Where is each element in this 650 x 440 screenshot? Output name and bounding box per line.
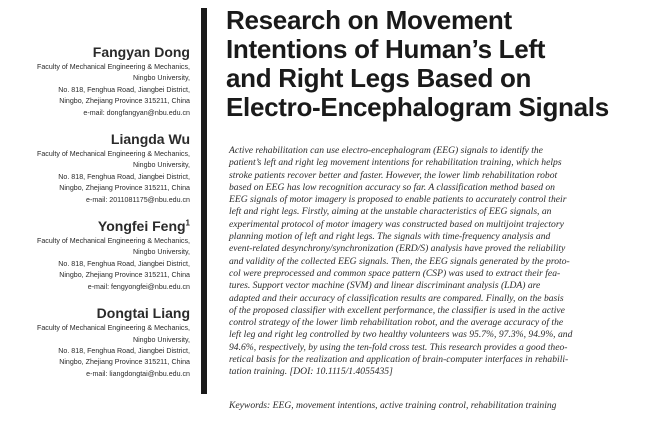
affiliation-line: No. 818, Fenghua Road, Jiangbei District, — [58, 172, 190, 181]
affiliation-line: No. 818, Fenghua Road, Jiangbei District, — [58, 259, 190, 268]
author-name: Fangyan Dong — [92, 44, 190, 60]
abstract — [229, 145, 641, 379]
author-email: e-mail: liangdongtai@nbu.edu.cn — [86, 369, 190, 378]
author-block — [0, 218, 190, 293]
affiliation-line: No. 818, Fenghua Road, Jiangbei District, — [58, 85, 190, 94]
corresponding-marker: 1 — [185, 218, 190, 228]
abstract-line: stroke patients recover better and faster. However, the lower limb rehabilitation robot — [229, 169, 558, 181]
author-name: Dongtai Liang — [96, 305, 190, 322]
affiliation-line: Ningbo, Zhejiang Province 315211, China — [59, 271, 190, 280]
affiliation-line: Faculty of Mechanical Engineering & Mechanics, — [37, 324, 190, 333]
abstract-line: based on EEG has low recognition accuracy so far. A classification method based on — [229, 181, 555, 193]
abstract-line: of the proposed classifier with excellent performance, the classifier is used in the active — [229, 304, 565, 316]
affiliation-line: Ningbo University, — [132, 248, 190, 257]
abstract-line: and validity of the collected EEG signals. Then, the EEG signals generated by the proto- — [229, 255, 570, 267]
keywords: Keywords: EEG, movement intentions, active training control, rehabilitation training — [229, 400, 557, 411]
author-email: e-mail: fengyongfei@nbu.edu.cn — [87, 282, 190, 291]
abstract-line: planning motion of left and right legs. The signals with time-frequency analysis and — [229, 231, 551, 243]
title-line: Research on Movement — [226, 5, 512, 35]
affiliation-line: Ningbo, Zhejiang Province 315211, China — [59, 358, 190, 367]
affiliation-line: No. 818, Fenghua Road, Jiangbei District, — [58, 346, 190, 355]
abstract-line: col were preprocessed and common space pattern (CSP) was used to extract their fea- — [229, 267, 561, 279]
affiliation-line: Ningbo, Zhejiang Province 315211, China — [59, 184, 190, 193]
title-line: Electro-Encephalogram Signals — [226, 92, 609, 122]
paper-title — [226, 6, 646, 122]
affiliation-line: Faculty of Mechanical Engineering & Mechanics, — [37, 237, 190, 246]
abstract-line: left and right legs. Firstly, aiming at the unstable characteristics of EEG signals, an — [229, 206, 552, 218]
author-list — [0, 44, 190, 392]
affiliation-line: Ningbo University, — [132, 335, 190, 344]
abstract-line: 94.6%, respectively, by using the ten-fold cross test. This research provides a good theo- — [229, 341, 568, 353]
title-line: Intentions of Human’s Left — [226, 34, 546, 64]
affiliation-line: Ningbo, Zhejiang Province 315211, China — [59, 97, 190, 106]
abstract-line: adapted and their accuracy of classification results are compared. Finally, on the basis — [229, 292, 564, 304]
affiliation-line: Faculty of Mechanical Engineering & Mechanics, — [37, 63, 190, 71]
vertical-divider-bar — [201, 8, 207, 394]
abstract-line: tation training. [DOI: 10.1115/1.4055435] — [229, 366, 393, 378]
author-name-text: Yongfei Feng — [97, 218, 186, 235]
abstract-line: patient’s left and right leg movement intentions for rehabilitation training, which helps — [229, 157, 562, 169]
abstract-line: control strategy of the lower limb rehabilitation robot, and the average accuracy of the — [229, 317, 564, 329]
abstract-line: retical basis for the realization and application of brain-computer interfaces in rehabili- — [229, 354, 569, 366]
author-email: e-mail: 2011081175@nbu.edu.cn — [86, 195, 190, 204]
affiliation-line: Faculty of Mechanical Engineering & Mechanics, — [37, 150, 190, 159]
abstract-line: EEG signals of motor imagery is proposed to enable patients to accurately control their — [229, 194, 567, 206]
author-block — [0, 44, 190, 119]
abstract-line: left leg and right leg controlled by two healthy volunteers was 95.7%, 97.3%, 94.9%, and — [229, 329, 573, 341]
title-line: and Right Legs Based on — [226, 63, 532, 93]
author-block — [0, 305, 190, 380]
author-email: e-mail: dongfangyan@nbu.edu.cn — [83, 108, 190, 117]
author-name: Liangda Wu — [110, 131, 190, 148]
abstract-line: event-related desynchrony/synchronization (ERD/S) analysis have proved the reliability — [229, 243, 566, 255]
abstract-line: experimental protocol of motor imagery was constructed based on multijoint trajectory — [229, 218, 564, 230]
abstract-line: Active rehabilitation can use electro-encephalogram (EEG) signals to identify the — [229, 145, 543, 156]
affiliation-line: Ningbo University, — [132, 161, 190, 170]
abstract-line: tures. Support vector machine (SVM) and linear discriminant analysis (LDA) are — [229, 280, 541, 292]
affiliation-line: Ningbo University, — [132, 74, 190, 83]
author-block — [0, 131, 190, 206]
author-name-corresponding — [0, 218, 190, 235]
